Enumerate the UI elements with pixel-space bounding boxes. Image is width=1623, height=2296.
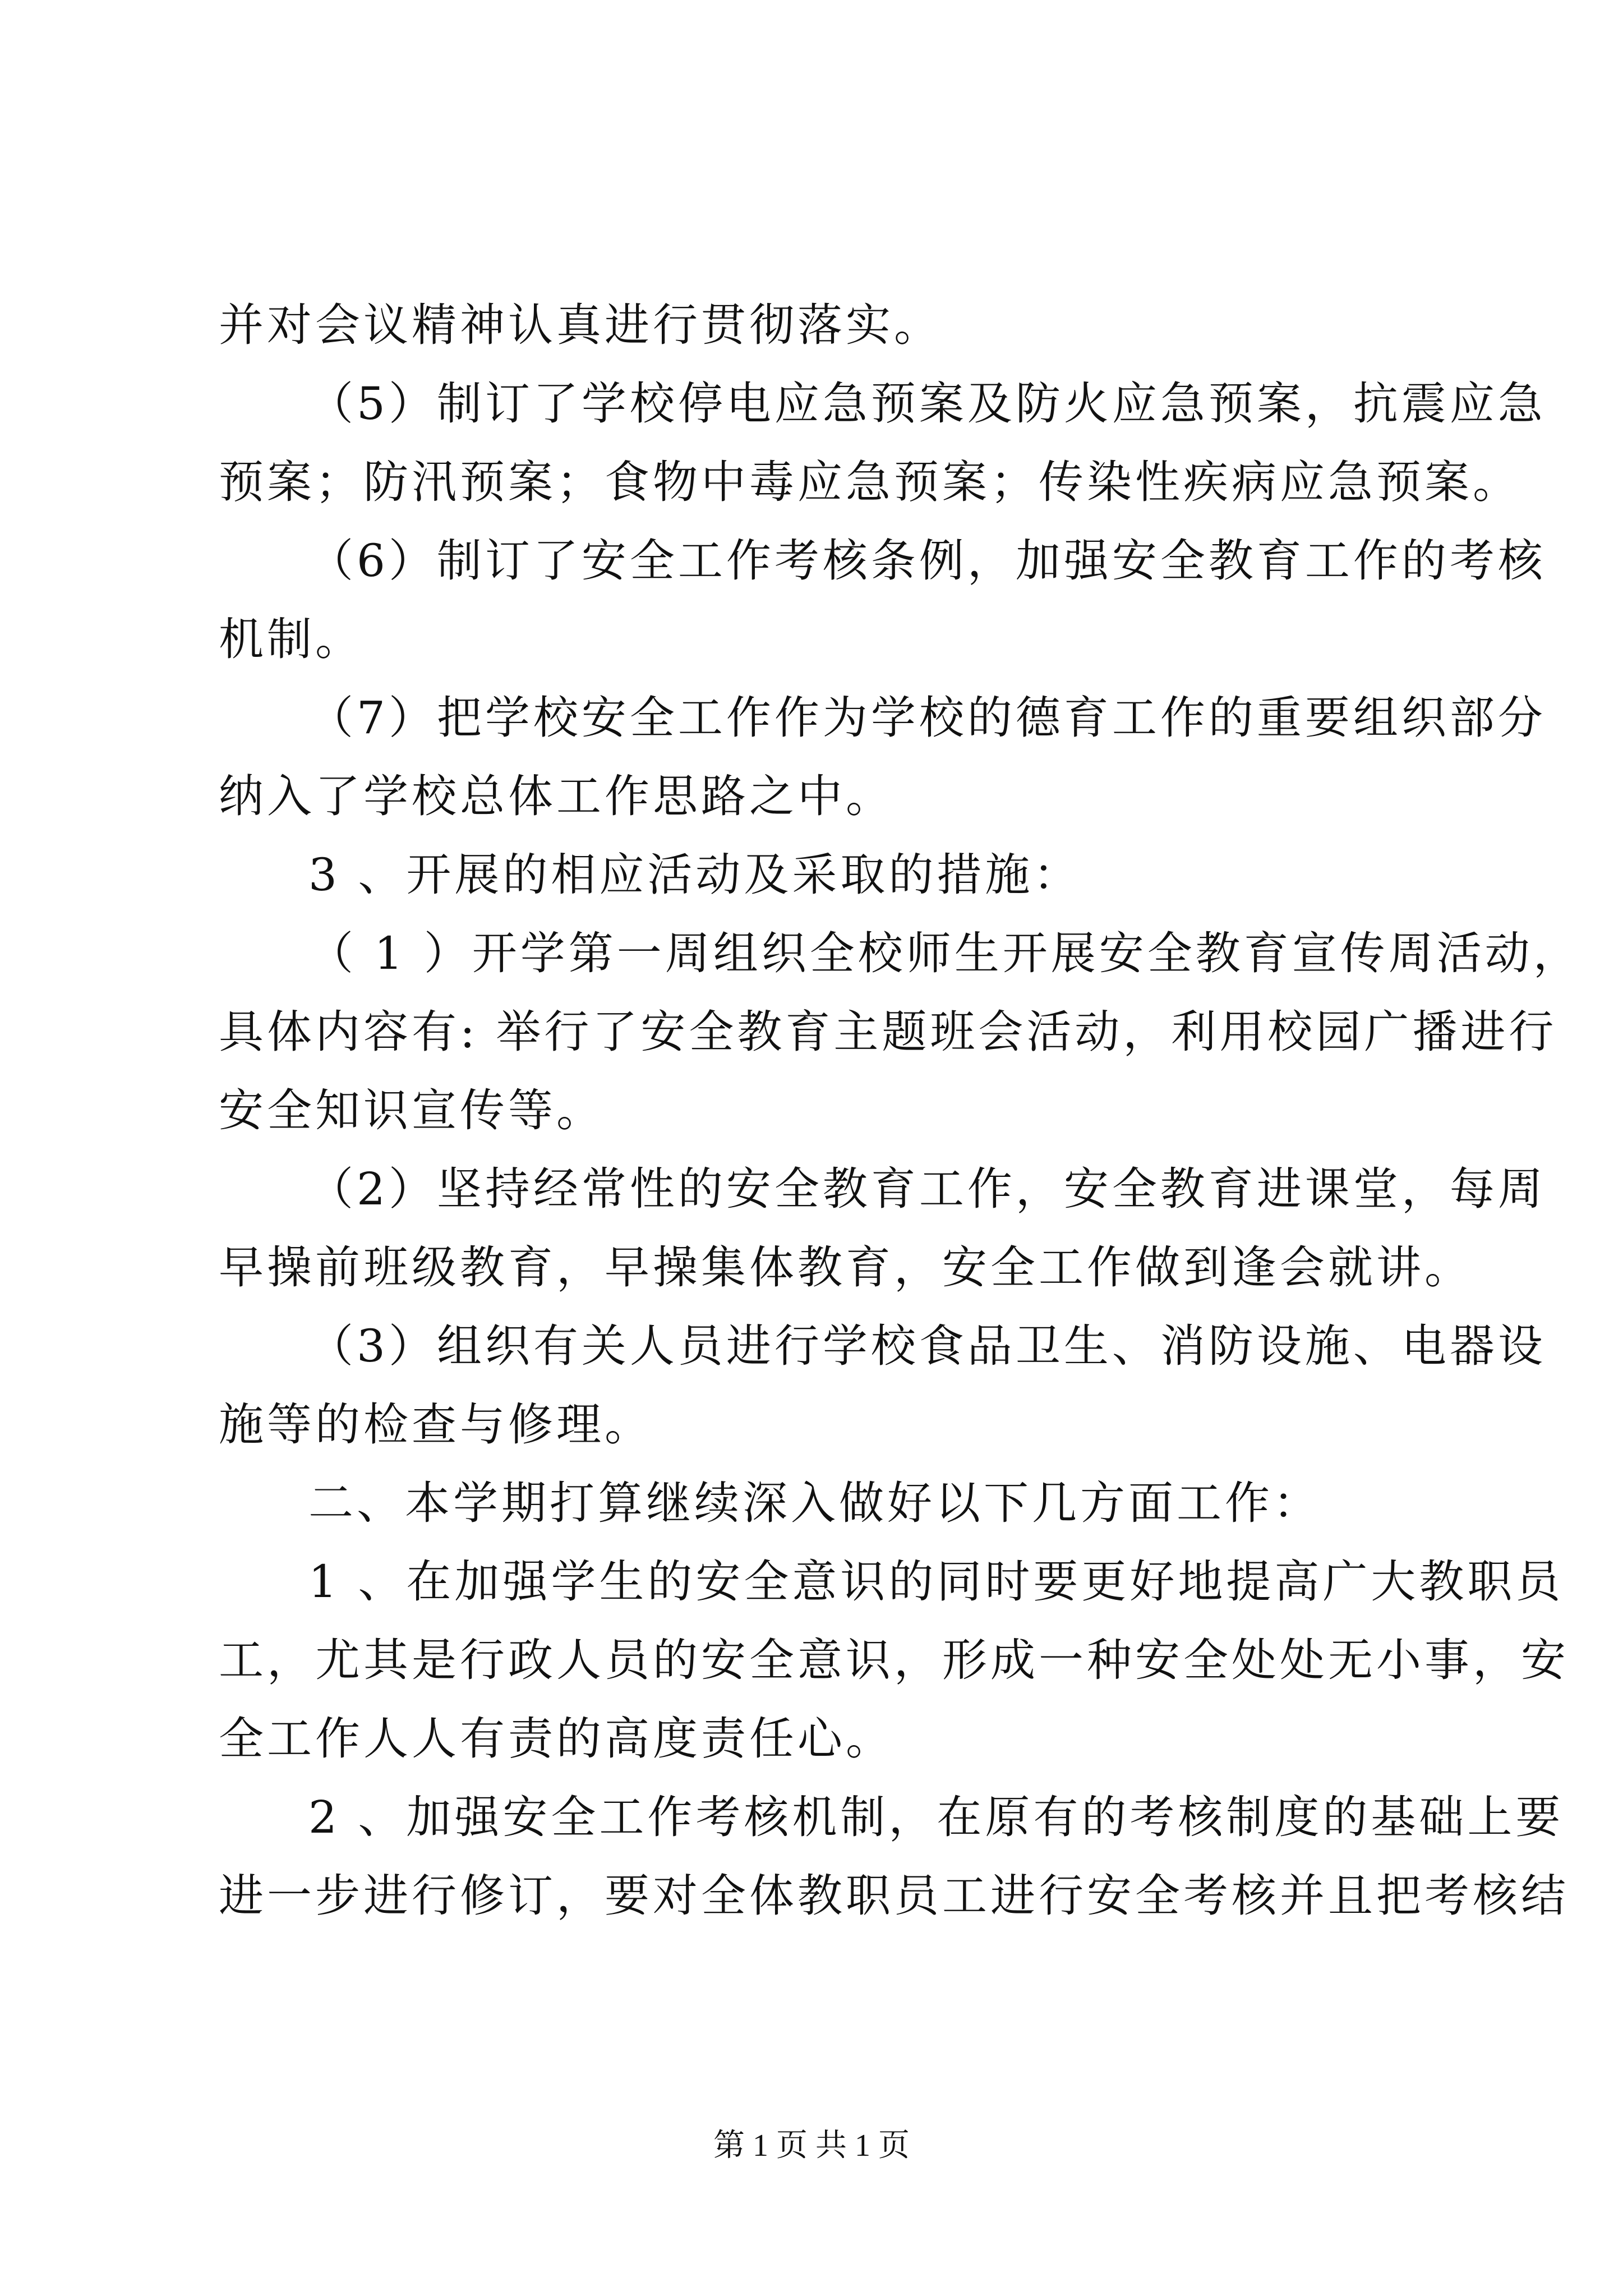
text-line: 早操前班级教育，早操集体教育，安全工作做到逢会就讲。 [219, 1241, 1473, 1294]
section-heading: 3 、开展的相应活动及采取的措施： [308, 849, 1082, 901]
text-line: （5）制订了学校停电应急预案及防火应急预案，抗震应急 [308, 378, 1546, 430]
text-line: （3）组织有关人员进行学校食品卫生、消防设施、电器设 [308, 1320, 1546, 1372]
text-line: 安全知识宣传等。 [219, 1084, 605, 1137]
text-line: （6）制订了安全工作考核条例，加强安全教育工作的考核 [308, 535, 1546, 587]
text-line: （7）把学校安全工作作为学校的德育工作的重要组织部分 [308, 692, 1546, 744]
section-heading: 二、本学期打算继续深入做好以下几方面工作： [308, 1477, 1321, 1529]
text-line: 预案；防汛预案；食物中毒应急预案；传染性疾病应急预案。 [219, 456, 1521, 508]
text-line: 工，尤其是行政人员的安全意识，形成一种安全处处无小事，安 [219, 1634, 1569, 1686]
text-line: 并对会议精神认真进行贯彻落实。 [219, 299, 942, 351]
page-footer: 第 1 页 共 1 页 [713, 2128, 910, 2163]
text-line: 进一步进行修订，要对全体教职员工进行安全考核并且把考核结 [219, 1870, 1569, 1922]
text-line: 全工作人人有责的高度责任心。 [219, 1713, 894, 1765]
text-line: 2 、加强安全工作考核机制，在原有的考核制度的基础上要 [308, 1791, 1564, 1843]
text-line: 1 、在加强学生的安全意识的同时要更好地提高广大教职员 [308, 1556, 1564, 1608]
text-line: （ 1 ）开学第一周组织全校师生开展安全教育宣传周活动， [308, 927, 1581, 979]
text-line: 机制。 [219, 613, 363, 665]
document-body [219, 286, 1581, 1935]
text-line: 纳入了学校总体工作思路之中。 [219, 770, 894, 822]
text-line: 具体内容有: 举行了安全教育主题班会活动，利用校园广播进行 [219, 1006, 1557, 1058]
text-line: 施等的检查与修理。 [219, 1398, 653, 1451]
text-line: （2）坚持经常性的安全教育工作，安全教育进课堂，每周 [308, 1163, 1546, 1215]
